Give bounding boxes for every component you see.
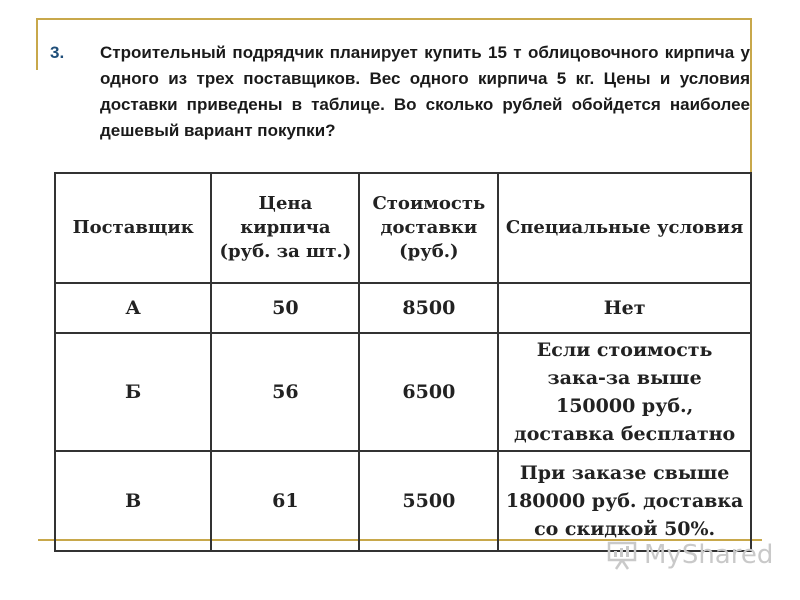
cell-price: 61 — [211, 451, 359, 551]
cell-supplier: А — [55, 283, 211, 333]
cell-supplier: Б — [55, 333, 211, 451]
cell-delivery: 5500 — [359, 451, 498, 551]
cell-supplier: В — [55, 451, 211, 551]
cell-price: 50 — [211, 283, 359, 333]
header-conditions: Специальные условия — [498, 173, 751, 283]
frame-left-line — [36, 18, 38, 70]
cell-conditions: При заказе свыше 180000 руб. доставка со скидкой 50%. — [498, 451, 751, 551]
problem-statement — [50, 40, 750, 144]
header-delivery: Стоимость доставки (руб.) — [359, 173, 498, 283]
presentation-board-icon — [606, 540, 638, 570]
cell-conditions: Если стоимость зака-за выше 150000 руб., доставка бесплатно — [498, 333, 751, 451]
problem-text: Строительный подрядчик планирует купить 15 т облицовочного кирпича у одного из трех поставщиков. Вес одного кирпича 5 кг. Цены и условия доставки приведены в таблице. Во сколько рублей обойдется наиболее дешевый вариант покупки? — [100, 43, 750, 140]
header-supplier: Поставщик — [55, 173, 211, 283]
frame-top-line — [36, 18, 752, 20]
table-row — [55, 283, 751, 333]
table-row — [55, 333, 751, 451]
header-price: Цена кирпича (руб. за шт.) — [211, 173, 359, 283]
watermark-text: MyShared — [644, 540, 774, 570]
problem-number: 3. — [50, 43, 65, 62]
table-header-row — [55, 173, 751, 283]
suppliers-table — [54, 172, 752, 552]
watermark — [606, 538, 773, 572]
cell-price: 56 — [211, 333, 359, 451]
cell-delivery: 8500 — [359, 283, 498, 333]
suppliers-table-container — [54, 172, 752, 540]
table-row — [55, 451, 751, 551]
cell-conditions: Нет — [498, 283, 751, 333]
cell-delivery: 6500 — [359, 333, 498, 451]
